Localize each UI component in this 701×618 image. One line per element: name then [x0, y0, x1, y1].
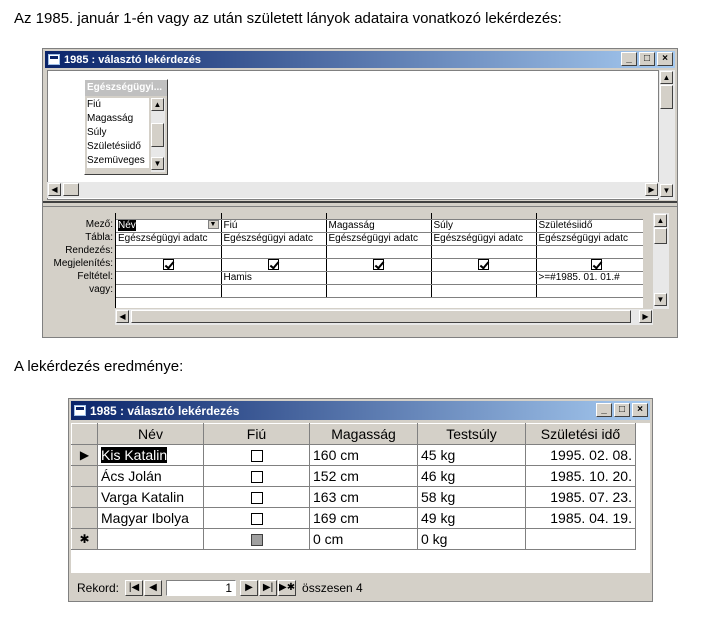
row-label: Mező: [85, 219, 113, 230]
field-item[interactable]: Magasság [87, 113, 134, 124]
row-selector[interactable] [72, 487, 98, 508]
grid-cell-table[interactable]: Egészségügyi adatc [116, 232, 221, 245]
new-record-row [72, 529, 636, 550]
grid-cell-table[interactable]: Egészségügyi adatc [431, 232, 536, 245]
show-checkbox[interactable] [478, 259, 489, 270]
scroll-up-icon[interactable]: ▲ [151, 98, 164, 111]
grid-cell-criteria[interactable]: >=#1985. 01. 01.# [536, 271, 643, 284]
row-label: Megjelenítés: [53, 258, 113, 269]
field-item[interactable]: Súly [87, 127, 107, 138]
design-window [42, 48, 678, 338]
cell-weight[interactable]: 49 kg [418, 508, 526, 529]
boy-checkbox[interactable] [251, 450, 263, 462]
grid-cell-criteria[interactable] [431, 271, 536, 284]
caption-result: A lekérdezés eredménye: [14, 358, 184, 375]
row-selector[interactable]: ▶ [72, 445, 98, 466]
maximize-button[interactable]: □ [614, 403, 630, 417]
scroll-thumb[interactable] [654, 228, 667, 244]
field-list-scrollbar[interactable] [151, 98, 165, 172]
cell-height[interactable]: 152 cm [310, 466, 418, 487]
scroll-thumb[interactable] [151, 123, 164, 147]
grid-row-or [116, 284, 643, 297]
scroll-up-icon[interactable]: ▲ [660, 71, 673, 84]
last-record-button[interactable]: ▶| [259, 580, 277, 596]
minimize-button[interactable]: _ [596, 403, 612, 417]
query-icon [74, 405, 86, 416]
table-box[interactable] [84, 79, 168, 175]
field-list[interactable] [87, 98, 149, 168]
record-navigator [71, 577, 650, 599]
cell-name[interactable]: Varga Katalin [98, 487, 204, 508]
grid-row-field [116, 219, 643, 232]
cell-boy[interactable] [204, 508, 310, 529]
grid-cell-or[interactable] [116, 284, 221, 297]
first-record-button[interactable]: |◀ [125, 580, 143, 596]
grid-cell-sort[interactable] [116, 245, 221, 258]
cell-birth[interactable]: 1995. 02. 08. [526, 445, 636, 466]
grid-hscroll[interactable] [115, 309, 653, 325]
result-window [68, 398, 653, 602]
cell-birth[interactable]: 1985. 07. 23. [526, 487, 636, 508]
result-titlebar[interactable] [71, 401, 650, 420]
scroll-thumb[interactable] [63, 183, 79, 196]
upper-hscroll[interactable] [47, 182, 659, 198]
grid-cell-field[interactable]: Születésiidő [536, 219, 643, 232]
cell-weight[interactable]: 46 kg [418, 466, 526, 487]
caption-query: Az 1985. január 1-én vagy az után született lányok adataira vonatkozó lekérdezés: [14, 10, 562, 27]
column-header[interactable]: Magasság [310, 424, 418, 445]
grid-row-sort [116, 245, 643, 258]
scroll-down-icon[interactable]: ▼ [151, 157, 164, 170]
scroll-down-icon[interactable]: ▼ [654, 293, 667, 306]
cell-boy[interactable] [204, 487, 310, 508]
scroll-down-icon[interactable]: ▼ [660, 184, 673, 197]
record-count: összesen 4 [302, 581, 363, 595]
table-row [72, 508, 636, 529]
scroll-thumb[interactable] [660, 85, 673, 109]
row-label: Feltétel: [77, 271, 113, 282]
query-icon [48, 54, 60, 65]
grid-cell-show [536, 258, 643, 271]
new-record-icon[interactable]: ✱ [72, 529, 98, 550]
close-button[interactable]: × [632, 403, 648, 417]
cell-boy[interactable] [204, 466, 310, 487]
grid-cell-sort[interactable] [536, 245, 643, 258]
header-row [72, 424, 636, 445]
grid-cell-table[interactable]: Egészségügyi adatc [326, 232, 431, 245]
row-selector[interactable] [72, 466, 98, 487]
grid-cell-table[interactable]: Egészségügyi adatc [536, 232, 643, 245]
grid-cell-show [326, 258, 431, 271]
result-title: 1985 : választó lekérdezés [90, 403, 240, 418]
field-item[interactable]: Születésiidő [87, 141, 141, 152]
upper-vscroll[interactable] [659, 70, 675, 200]
new-record-button[interactable]: ▶✱ [278, 580, 296, 596]
dropdown-arrow-icon[interactable]: ▼ [208, 220, 219, 229]
row-label: Tábla: [85, 232, 113, 243]
grid-cell-show [221, 258, 326, 271]
cell-birth[interactable] [526, 529, 636, 550]
minimize-button[interactable]: _ [621, 52, 637, 66]
cell-birth[interactable]: 1985. 04. 19. [526, 508, 636, 529]
scroll-up-icon[interactable]: ▲ [654, 214, 667, 227]
grid-cell-show [116, 258, 221, 271]
grid-cell-criteria[interactable] [116, 271, 221, 284]
boy-checkbox[interactable] [251, 492, 263, 504]
show-checkbox[interactable] [163, 259, 174, 270]
row-selector[interactable] [72, 508, 98, 529]
scroll-left-icon[interactable]: ◀ [116, 310, 129, 323]
grid-cell-sort[interactable] [221, 245, 326, 258]
cell-name[interactable]: Ács Jolán [98, 466, 204, 487]
column-header[interactable]: Testsúly [418, 424, 526, 445]
column-header[interactable]: Név [98, 424, 204, 445]
boy-checkbox[interactable] [251, 513, 263, 525]
pane-splitter[interactable] [43, 201, 677, 207]
cell-weight[interactable]: 58 kg [418, 487, 526, 508]
maximize-button[interactable]: □ [639, 52, 655, 66]
record-label: Rekord: [77, 581, 120, 595]
cell-name[interactable]: Magyar Ibolya [98, 508, 204, 529]
grid-cell-table[interactable]: Egészségügyi adatc [221, 232, 326, 245]
grid-row-table [116, 232, 643, 245]
grid-cell-field[interactable] [116, 219, 221, 232]
scroll-thumb[interactable] [131, 310, 631, 323]
datasheet [71, 423, 650, 573]
grid-cell-sort[interactable] [431, 245, 536, 258]
column-header[interactable]: Születési idő [526, 424, 636, 445]
corner-selector[interactable] [72, 424, 98, 445]
cell-height[interactable]: 160 cm [310, 445, 418, 466]
grid-cell-or[interactable] [221, 284, 326, 297]
grid-cell-criteria[interactable] [326, 271, 431, 284]
scroll-right-icon[interactable]: ▶ [639, 310, 652, 323]
design-title: 1985 : választó lekérdezés [64, 53, 201, 66]
show-checkbox[interactable] [268, 259, 279, 270]
cell-name[interactable] [98, 445, 204, 466]
cell-height[interactable]: 163 cm [310, 487, 418, 508]
scroll-right-icon[interactable]: ▶ [645, 183, 658, 196]
cell-weight[interactable]: 45 kg [418, 445, 526, 466]
field-item[interactable]: Szemüveges [87, 155, 145, 166]
cell-name-text: Kis Katalin [101, 447, 168, 463]
grid-cell-or[interactable] [326, 284, 431, 297]
cell-boy[interactable] [204, 445, 310, 466]
cell-weight[interactable]: 0 kg [418, 529, 526, 550]
boy-checkbox[interactable] [251, 534, 263, 546]
grid-cell-sort[interactable] [326, 245, 431, 258]
show-checkbox[interactable] [373, 259, 384, 270]
prev-record-button[interactable]: ◀ [144, 580, 162, 596]
table-box-title: Egészségügyi... [85, 80, 167, 96]
boy-checkbox[interactable] [251, 471, 263, 483]
field-name-selected[interactable]: Név [118, 220, 136, 231]
close-button[interactable]: × [657, 52, 673, 66]
grid-cell-show [431, 258, 536, 271]
table-row [72, 445, 636, 466]
grid-cell-field[interactable]: Magasság [326, 219, 431, 232]
field-item[interactable]: Fiú [87, 99, 101, 110]
column-header[interactable]: Fiú [204, 424, 310, 445]
table-row [72, 466, 636, 487]
grid-cell-or[interactable] [431, 284, 536, 297]
design-grid [115, 213, 643, 308]
grid-cell-criteria[interactable]: Hamis [221, 271, 326, 284]
row-label: vagy: [89, 284, 113, 295]
record-number-input[interactable]: 1 [166, 580, 236, 596]
cell-name[interactable] [98, 529, 204, 550]
cell-height[interactable]: 169 cm [310, 508, 418, 529]
cell-boy[interactable] [204, 529, 310, 550]
grid-row-labels [47, 219, 113, 297]
table-row [72, 487, 636, 508]
table-pane [47, 70, 659, 200]
grid-row-show [116, 258, 643, 271]
grid-cell-field[interactable]: Fiú [221, 219, 326, 232]
cell-height[interactable]: 0 cm [310, 529, 418, 550]
show-checkbox[interactable] [591, 259, 602, 270]
grid-cell-or[interactable] [536, 284, 643, 297]
grid-vscroll[interactable] [653, 213, 669, 309]
next-record-button[interactable]: ▶ [240, 580, 258, 596]
grid-row-criteria [116, 271, 643, 284]
design-titlebar[interactable] [45, 51, 675, 68]
cell-birth[interactable]: 1985. 10. 20. [526, 466, 636, 487]
row-label: Rendezés: [65, 245, 113, 256]
grid-cell-field[interactable]: Súly [431, 219, 536, 232]
scroll-left-icon[interactable]: ◀ [48, 183, 61, 196]
